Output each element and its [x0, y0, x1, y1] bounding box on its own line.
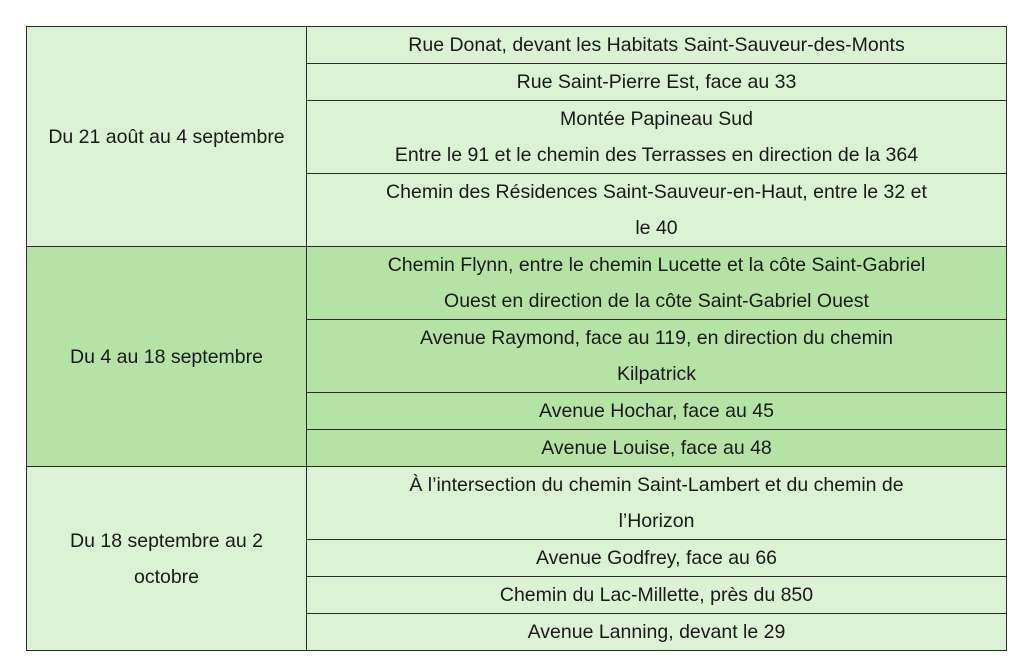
location-line: À l’intersection du chemin Saint-Lambert et du chemin de [409, 474, 904, 496]
location-cell [307, 174, 1007, 247]
location-cell [307, 64, 1007, 101]
table-row [27, 27, 1007, 64]
location-cell [307, 247, 1007, 320]
location-line: Avenue Godfrey, face au 66 [535, 547, 778, 569]
location-line: Avenue Raymond, face au 119, en direction du chemin [420, 327, 893, 349]
location-cell [307, 577, 1007, 614]
location-cell [307, 467, 1007, 540]
location-cell [307, 27, 1007, 64]
location-cell [307, 540, 1007, 577]
location-cell [307, 430, 1007, 467]
table-row [27, 467, 1007, 540]
location-line: Avenue Hochar, face au 45 [539, 400, 774, 422]
period-date: Du 21 août au 4 septembre [48, 125, 285, 148]
schedule-table [26, 26, 1007, 651]
location-line: Chemin des Résidences Saint-Sauveur-en-Haut, entre le 32 et [386, 181, 927, 203]
location-line: Avenue Lanning, devant le 29 [527, 621, 786, 643]
location-line: l’Horizon [618, 510, 695, 532]
location-line: Chemin Flynn, entre le chemin Lucette et la côte Saint-Gabriel [387, 254, 926, 276]
period-date: Du 18 septembre au 2 octobre [70, 529, 263, 588]
location-line: Chemin du Lac-Millette, près du 850 [499, 584, 814, 606]
table-row [27, 247, 1007, 320]
location-line: Montée Papineau Sud [560, 108, 753, 130]
period-date-cell [27, 27, 307, 247]
schedule-body [27, 27, 1007, 651]
location-line: Kilpatrick [616, 363, 697, 385]
period-date-cell [27, 467, 307, 651]
location-cell [307, 101, 1007, 174]
period-date-cell [27, 247, 307, 467]
location-cell [307, 320, 1007, 393]
location-line: Entre le 91 et le chemin des Terrasses en direction de la 364 [394, 144, 919, 166]
location-line: Avenue Louise, face au 48 [541, 437, 772, 459]
location-line: le 40 [635, 217, 678, 239]
location-line: Rue Saint-Pierre Est, face au 33 [516, 71, 797, 93]
period-date: Du 4 au 18 septembre [70, 345, 263, 368]
location-line: Ouest en direction de la côte Saint-Gabriel Ouest [444, 290, 869, 312]
location-line: Rue Donat, devant les Habitats Saint-Sauveur-des-Monts [408, 34, 905, 56]
location-cell [307, 614, 1007, 651]
location-cell [307, 393, 1007, 430]
